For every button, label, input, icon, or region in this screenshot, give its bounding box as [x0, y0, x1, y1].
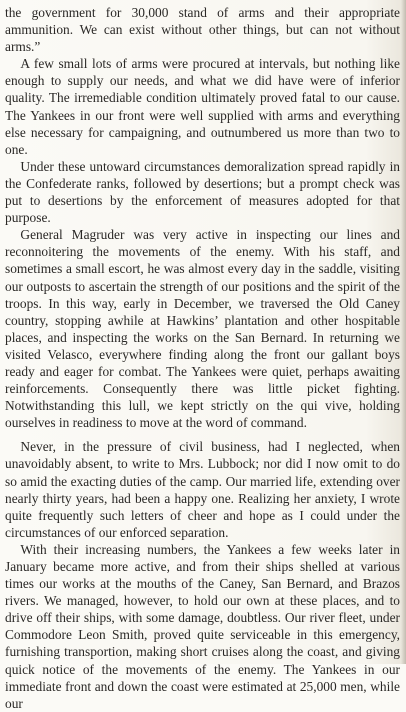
- paragraph-letters: Never, in the pressure of civil business, had I neglected, when unavoidably absent, to write to Mrs. Lubbock; nor did I now omit to do so amid the exacting duties of the camp. Our married life, extending over nearly thirty years, had been a happy one. Realizing her anxiety, I wrote quite frequently such letters of cheer and hope as I could under the circumstances of our enforced separation.: [5, 439, 400, 540]
- paragraph-demoralization: Under these untoward circumstances demoralization spread rapidly in the Confederate ranks, followed by desertions; but a prompt check was put to desertions by the enforcement of measures adopted for that purpose.: [5, 158, 400, 226]
- page-edge-shadow: [401, 0, 406, 664]
- paragraph-arms-supply: A few small lots of arms were procured at intervals, but nothing like enough to supply our needs, and what we did have were of inferior quality. The irremediable condition ultimately proved fatal to our cause. The Yankees in our front were well supplied with arms and everything else necessary for campaigning, and outnumbered us more than two to one.: [5, 56, 400, 157]
- paragraph-magruder: General Magruder was very active in inspecting our lines and reconnoitering the movements of the enemy. With his staff, and sometimes a small escort, he was almost every day in the saddle, visiting our outposts to ascertain the strength of our positions and the spirit of the troops. In this way, early in December, we traversed the Old Caney country, stopping awhile at Hawkins’ plantation and other hospitable places, and inspecting the works on the San Bernard. In returning we visited Velasco, everywhere finding along the front our gallant boys ready and eager for combat. The Yankees were quiet, perhaps awaiting reinforcements. Consequently there was little picket fighting. Notwithstanding this lull, we kept strictly on the qui vive, holding ourselves in readiness to move at the word of command.: [5, 227, 400, 431]
- paragraph-january: With their increasing numbers, the Yankees a few weeks later in January became more active, and from their ships shelled at various times our works at the mouths of the Caney, San Bernard, and Brazos rivers. We managed, however, to hold our own at these places, and to drive off their ships, with some damage, doubtless. Our river fleet, under Commodore Leon Smith, proved quite serviceable in this emergency, furnishing transportion, making short cruises along the coast, and giving quick notice of the movements of the enemy. The Yankees in our immediate front and down the coast were estimated at 25,000 men, while our: [5, 541, 400, 711]
- paragraph-continuation: the government for 30,000 stand of arms and their appropriate ammunition. We can exist without other things, but can not without arms.”: [5, 5, 400, 55]
